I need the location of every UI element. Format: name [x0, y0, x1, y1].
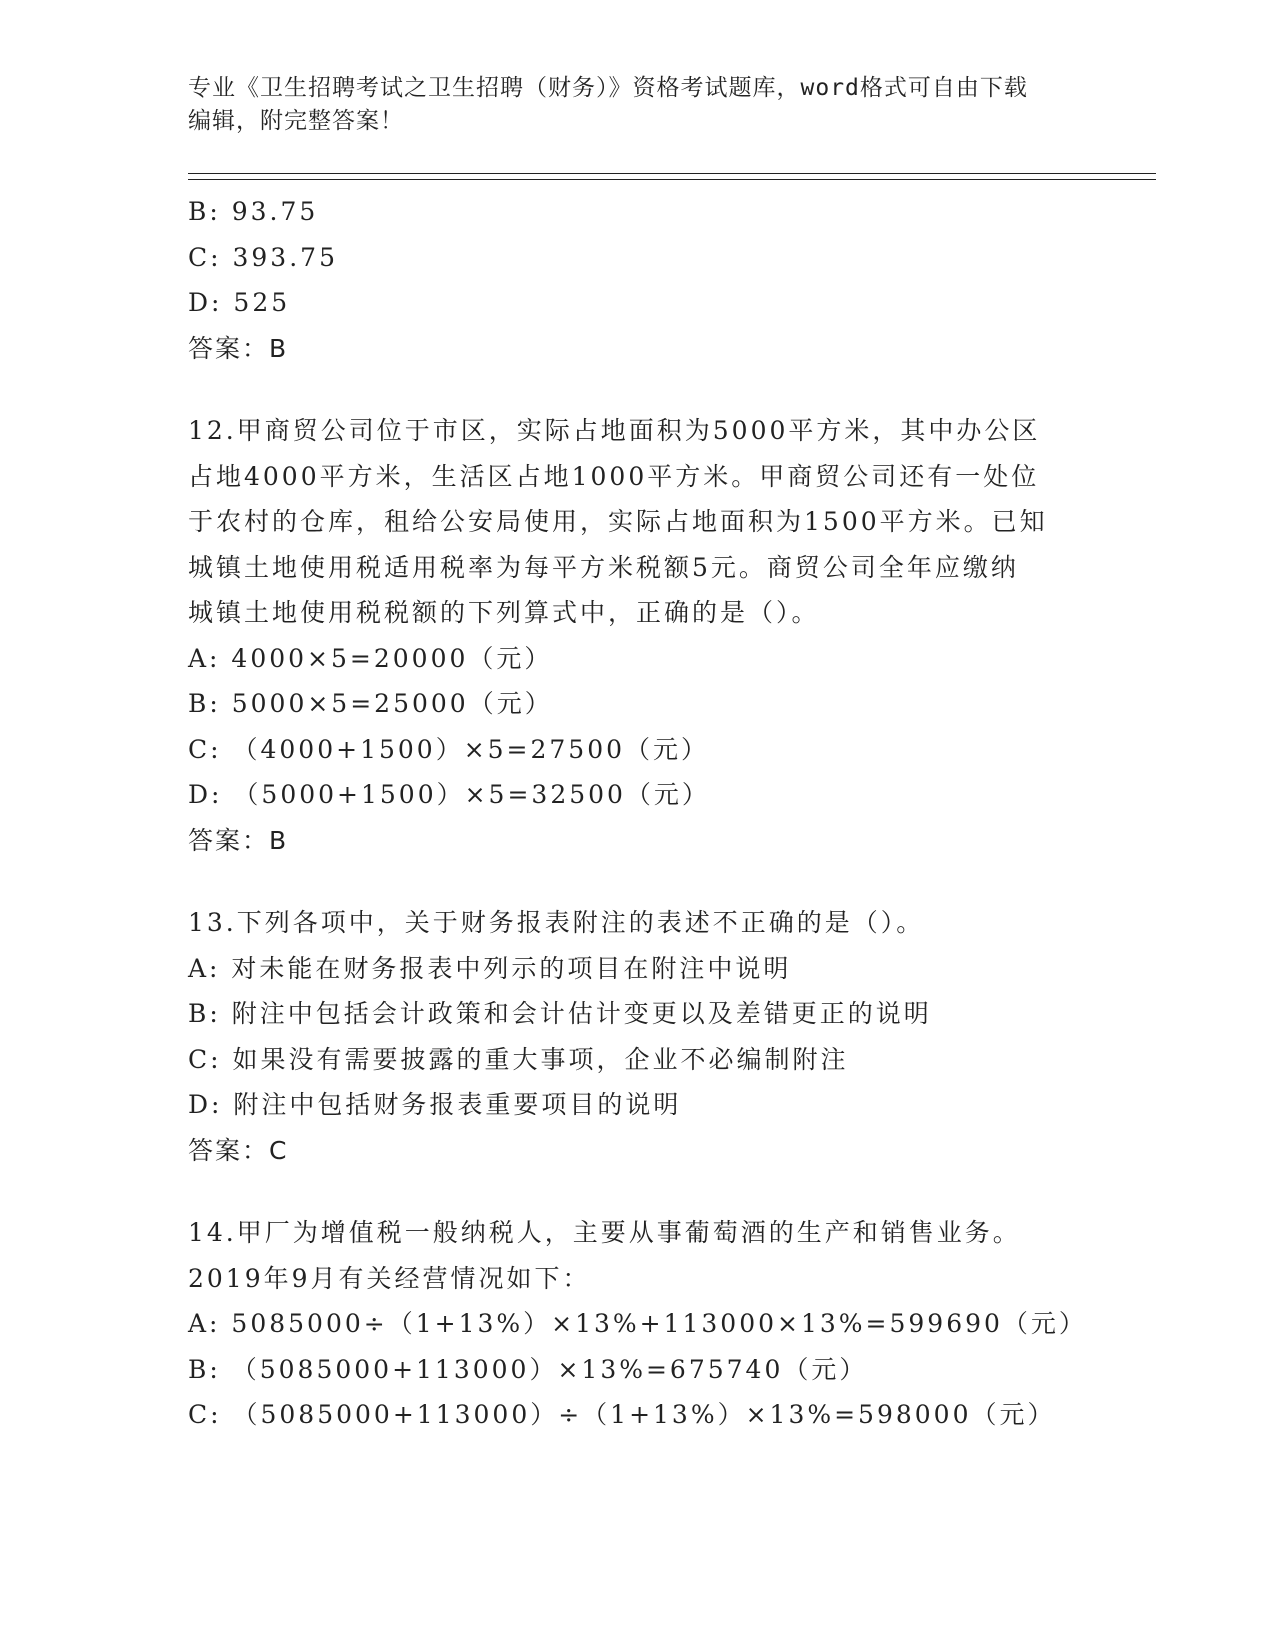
option-a: A: 4000×5=20000（元）	[188, 643, 553, 673]
answer-line: 答案：C	[188, 1135, 289, 1165]
option-a: A: 5085000÷（1+13%）×13%+113000×13%=599690（元）	[188, 1309, 1087, 1338]
question-content	[188, 189, 1088, 1438]
header-line-1: 专业《卫生招聘考试之卫生招聘（财务）》资格考试题库，word格式可自由下载	[188, 75, 1028, 101]
question-14	[188, 1210, 1088, 1438]
option-c: C: （5085000+113000）÷（1+13%）×13%=598000（元）	[188, 1400, 1056, 1429]
option-d: D: （5000+1500）×5=32500（元）	[188, 780, 710, 809]
question-text-line: 城镇土地使用税适用税率为每平方米税额5元。商贸公司全年应缴纳	[188, 552, 1019, 582]
spacer	[188, 371, 1088, 408]
question-text-line: 14.甲厂为增值税一般纳税人，主要从事葡萄酒的生产和销售业务。	[188, 1218, 1021, 1247]
answer-line: 答案：B	[188, 825, 289, 855]
question-text-line: 占地4000平方米，生活区占地1000平方米。甲商贸公司还有一处位	[188, 461, 1040, 491]
document-header	[188, 72, 1088, 138]
option-b: B: 附注中包括会计政策和会计估计变更以及差错更正的说明	[188, 999, 932, 1028]
question-text-line: 13.下列各项中，关于财务报表附注的表述不正确的是（）。	[188, 908, 925, 937]
question-text-line: 2019年9月有关经营情况如下：	[188, 1263, 591, 1293]
question-text-line: 12.甲商贸公司位于市区，实际占地面积为5000平方米，其中办公区	[188, 416, 1041, 445]
question-11-tail	[188, 189, 1088, 371]
question-text-line: 于农村的仓库，租给公安局使用，实际占地面积为1500平方米。已知	[188, 507, 1048, 536]
header-line-2: 编辑，附完整答案！	[188, 108, 404, 134]
option-b: B: （5085000+113000）×13%=675740（元）	[188, 1354, 868, 1384]
header-divider-bottom	[188, 179, 1156, 180]
header-divider-top	[188, 173, 1156, 174]
option-c: C: 393.75	[188, 242, 338, 272]
option-b: B: 5000×5=25000（元）	[188, 689, 553, 718]
answer-line: 答案：B	[188, 333, 289, 363]
option-d: D: 附注中包括财务报表重要项目的说明	[188, 1090, 682, 1119]
option-d: D: 525	[188, 288, 291, 317]
option-c: C: 如果没有需要披露的重大事项，企业不必编制附注	[188, 1044, 849, 1074]
question-13	[188, 900, 1088, 1173]
option-b: B: 93.75	[188, 197, 319, 226]
question-12	[188, 408, 1088, 863]
option-c: C: （4000+1500）×5=27500（元）	[188, 734, 710, 764]
option-a: A: 对未能在财务报表中列示的项目在附注中说明	[188, 953, 792, 983]
spacer	[188, 1173, 1088, 1210]
question-text-line: 城镇土地使用税税额的下列算式中，正确的是（）。	[188, 598, 820, 627]
spacer	[188, 863, 1088, 900]
